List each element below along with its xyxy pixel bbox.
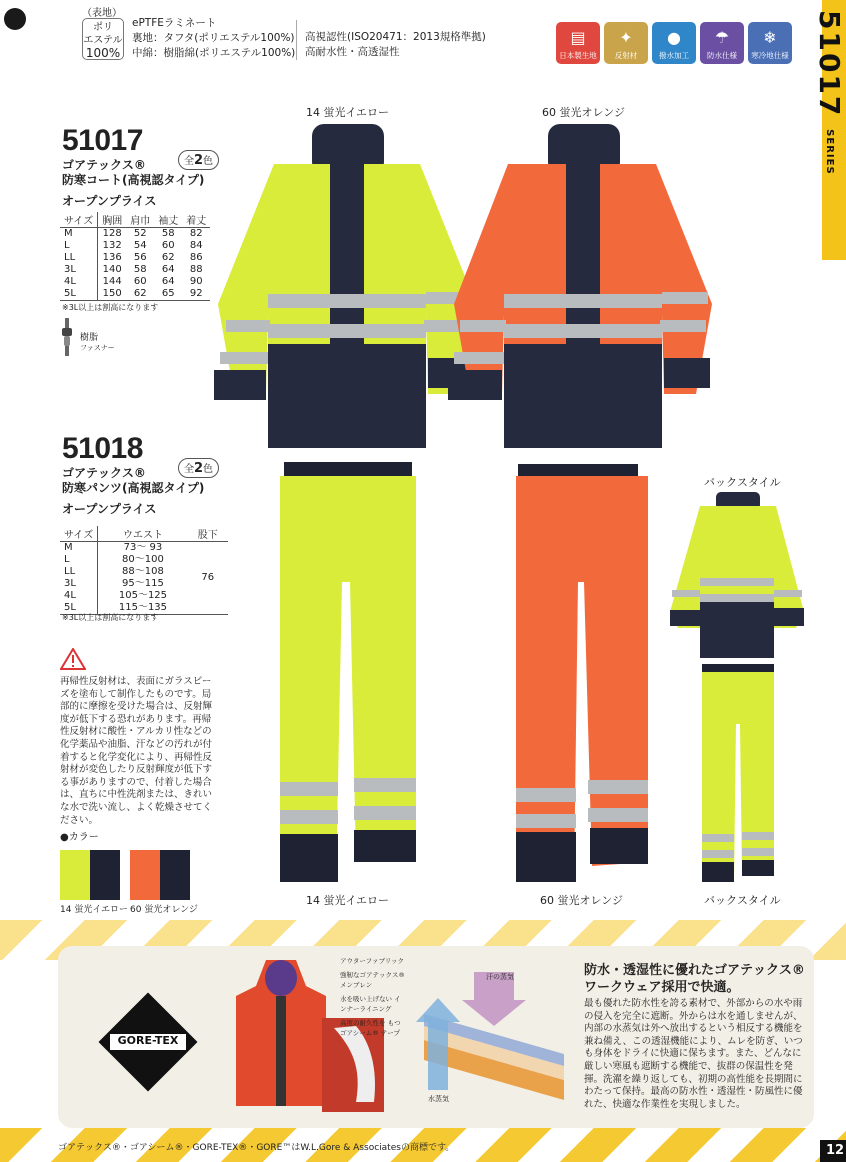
goretex-body: 最も優れた防水性を誇る素材で、外部からの水や雨の侵入を完全に遮断。外からは水を通しませんが、内部の水蒸気は外へ放出するという相反する機能を兼ね備え、この透湿機能により、ムレを防ぎ、いつも身体をドライに快適に保ちます。また、どんなに厳しい寒風も遮断する機能で、抜群の保温性を発揮。洗濯を繰り返しても、初期の高性能を長期間にわたって保持。最高の防水性・透湿性・防風性に優れた、快適な作業性を実現しました。 bbox=[584, 998, 803, 1110]
table-row: M 73〜 93 76 bbox=[60, 542, 228, 555]
material-lines: ePTFEラミネート 裏地：タフタ(ポリエステル100%) 中綿：樹脂綿(ポリエステル100%) bbox=[132, 17, 296, 59]
pants-color-count: 全2色 bbox=[178, 458, 219, 478]
pants-orange-image bbox=[512, 462, 652, 882]
coat-brand: ゴアテックス® bbox=[62, 158, 146, 172]
back-style-coat-image bbox=[670, 492, 806, 658]
diagram-label-vapor: 水蒸気 bbox=[428, 1095, 449, 1103]
table-row: M 128 52 58 82 bbox=[60, 228, 210, 241]
pants-name: 防寒パンツ(高視認タイプ) bbox=[62, 481, 205, 495]
reflective-icon: ✦ 反射材 bbox=[604, 22, 648, 64]
goretex-jacket-image bbox=[236, 956, 326, 1116]
coat-size-note: ※3L以上は割高になります bbox=[62, 303, 159, 312]
made-in-japan-icon: ▤ 日本製生地 bbox=[556, 22, 600, 64]
corner-dot bbox=[4, 8, 26, 30]
zipper-icon bbox=[60, 318, 74, 356]
goretex-layer-labels: アウターファブリック 強靭なゴアテックス® メンブレン 水を吸い上げない インナーライニング 高度の耐久性を もつゴアシーム® テープ bbox=[340, 957, 405, 1037]
feature-icons bbox=[556, 22, 792, 64]
table-row: L 80〜100 bbox=[60, 554, 228, 566]
table-row: 3L 140 58 64 88 bbox=[60, 264, 210, 276]
water-repellent-icon: ● 撥水加工 bbox=[652, 22, 696, 64]
coat-color-count: 全2色 bbox=[178, 150, 219, 170]
table-row: 3L 95〜115 bbox=[60, 578, 228, 590]
coat-size-table: サイズ 胸囲 肩巾 袖丈 着丈 M 128 52 58 82 L 132 54 60 84 LL 136 56 62 86 3L 140 58 64 88 4L 144 60 64 90 5L 150 62 65 92 bbox=[60, 212, 210, 301]
pants-brand: ゴアテックス® bbox=[62, 466, 146, 480]
standards-lines: 高視認性(ISO20471：2013規格準拠) 高耐水性・高透湿性 bbox=[305, 31, 486, 58]
color-title: ●カラー bbox=[60, 832, 99, 843]
waterproof-icon: ☂ 防水仕様 bbox=[700, 22, 744, 64]
swatch-yellow bbox=[60, 850, 120, 900]
pants-yellow-caption: 14 蛍光イエロー bbox=[306, 894, 390, 907]
table-row: 4L 105〜125 bbox=[60, 590, 228, 602]
pants-code: 51018 bbox=[62, 432, 143, 465]
material-label: （表地） bbox=[82, 8, 122, 19]
series-label: 51017 SERIES bbox=[813, 10, 846, 175]
coat-orange-caption: 60 蛍光オレンジ bbox=[542, 106, 625, 119]
swatch-orange-label: 60 蛍光オレンジ bbox=[130, 905, 198, 915]
coat-name: 防寒コート(高視認タイプ) bbox=[62, 173, 205, 187]
table-row: 5L 115〜135 bbox=[60, 602, 228, 615]
pants-size-table: サイズ ウエスト 股下 M 73〜 93 76 L 80〜100 LL 88〜108 3L 95〜115 4L 105〜125 5L 115〜135 bbox=[60, 526, 228, 615]
swatch-yellow-label: 14 蛍光イエロー bbox=[60, 905, 128, 915]
page-number: 12 bbox=[820, 1140, 846, 1162]
goretex-title: 防水・透湿性に優れたゴアテックス® ワークウェア採用で快適。 bbox=[584, 963, 805, 995]
pants-yellow-image bbox=[274, 462, 422, 882]
trademark-footer: ゴアテックス®・ゴアシーム®・GORE-TEX®・GORE™はW.L.Gore & Associatesの商標です。 bbox=[58, 1143, 455, 1153]
material-badge: ポリ エステル 100% bbox=[82, 18, 124, 60]
coat-code: 51017 bbox=[62, 124, 143, 157]
diagram-label-sweat: 汗の蒸気 bbox=[486, 973, 514, 981]
pants-orange-caption: 60 蛍光オレンジ bbox=[540, 894, 623, 907]
pants-size-note: ※3L以上は割高になります bbox=[62, 613, 159, 622]
warning-icon bbox=[60, 648, 86, 674]
warning-text: 再帰性反射材は、表面にガラスビーズを塗布して制作したものです。局部的に摩擦を受けた場合は、反射輝度が低下する恐れがあります。再帰性反射材に酸性・アルカリ性などの化学薬品や油脂、汗などの汚れが付着すると化学変化により、再帰性反射材が変色したり反射輝度が低下する事がありますので、付着した場合は、直ちに中性洗剤または、きれいな水で洗い流し、よく乾燥させてください。 bbox=[60, 676, 213, 826]
coat-price: オープンプライス bbox=[62, 194, 157, 208]
back-style-top-caption: バックスタイル bbox=[704, 476, 781, 489]
table-row: L 132 54 60 84 bbox=[60, 240, 210, 252]
coat-yellow-image bbox=[214, 124, 480, 448]
header-divider bbox=[296, 20, 297, 60]
pants-price: オープンプライス bbox=[62, 502, 157, 516]
fastener-label: 樹脂 ファスナー bbox=[80, 333, 115, 352]
back-style-bottom-caption: バックスタイル bbox=[704, 894, 781, 907]
goretex-logo-text: GORE-TEX bbox=[117, 1034, 179, 1047]
coat-yellow-caption: 14 蛍光イエロー bbox=[306, 106, 390, 119]
cold-storage-icon: ❄ 寒冷地仕様 bbox=[748, 22, 792, 64]
swatch-orange bbox=[130, 850, 190, 900]
back-style-pants-image bbox=[700, 664, 776, 882]
table-row: 4L 144 60 64 90 bbox=[60, 276, 210, 288]
table-row: LL 136 56 62 86 bbox=[60, 252, 210, 264]
coat-orange-image bbox=[446, 124, 716, 448]
table-row: 5L 150 62 65 92 bbox=[60, 288, 210, 301]
table-row: LL 88〜108 bbox=[60, 566, 228, 578]
